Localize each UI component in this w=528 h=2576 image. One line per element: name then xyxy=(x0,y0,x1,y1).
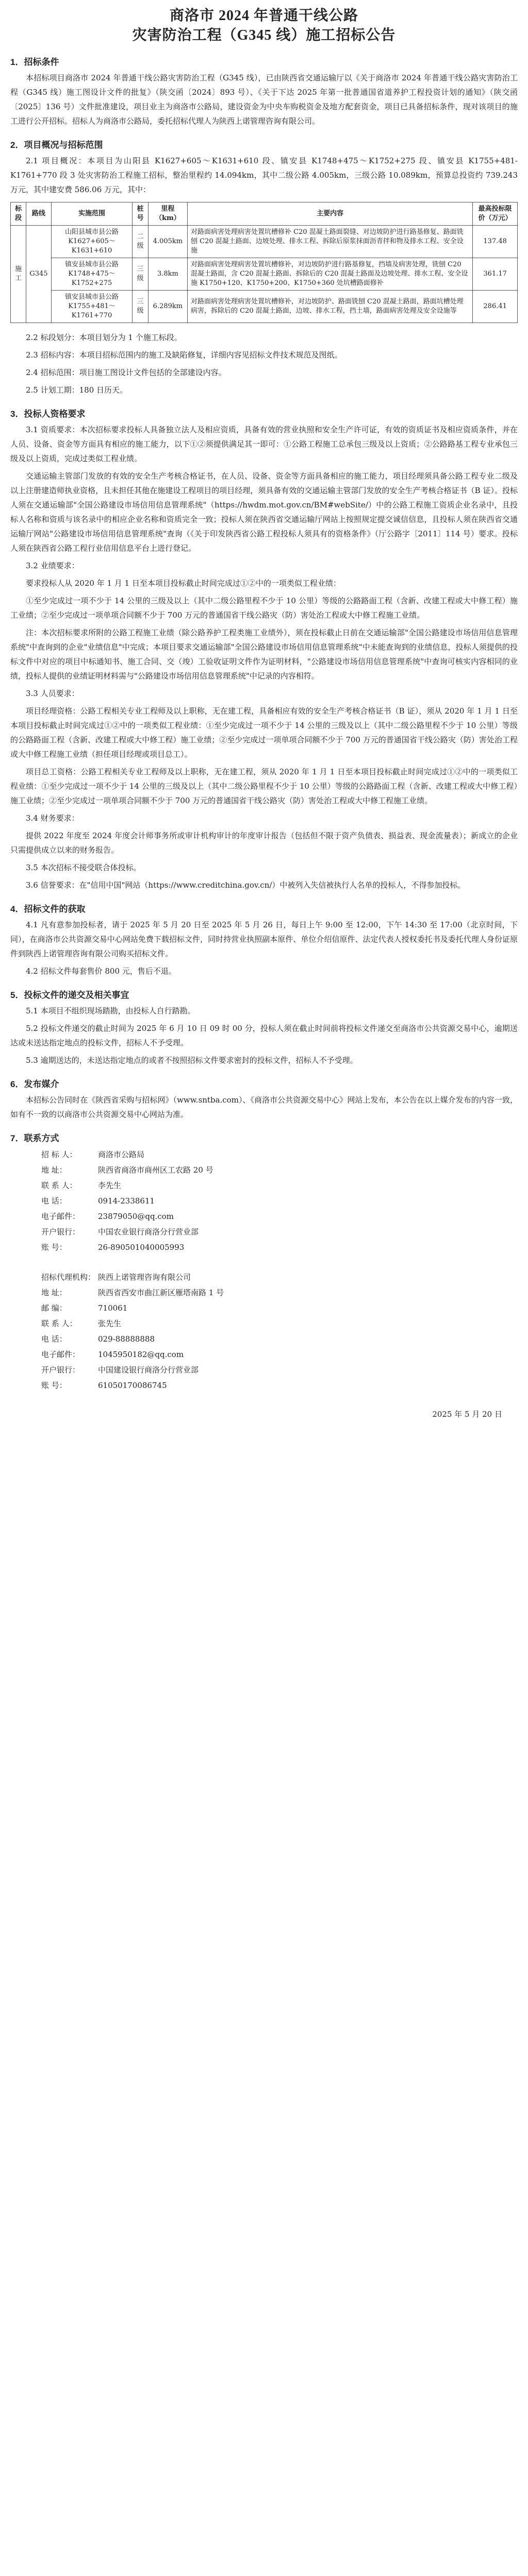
contact-value: 中国农业银行商洛分行营业部 xyxy=(98,1227,199,1236)
section-5-deadline: 5.2 投标文件递交的截止时间为 2025 年 6 月 10 日 09 时 00 分，投标人须在截止时间前将投标文件递交至商洛市公共资源交易中心，逾期送达或未送达指定地点的投标文件，招标人不予受理。 xyxy=(10,1024,518,1047)
contact-row xyxy=(41,1347,518,1362)
section-3-heading: 3．投标人资格要求 xyxy=(10,409,86,419)
contact-row xyxy=(41,1285,518,1300)
contact-row xyxy=(41,1178,518,1193)
table-cell: 3.8km xyxy=(148,258,187,291)
section-5-paragraph: 5.3 逾期送达的，未送达指定地点的或者不按照招标文件要求密封的投标文件，招标人不予受理。 xyxy=(26,1056,358,1065)
contact-row xyxy=(41,1300,518,1316)
table-cell-section: 施工 xyxy=(11,226,26,323)
table-cell: 6.289km xyxy=(148,291,187,323)
contact-row xyxy=(41,1224,518,1240)
contact-value: 61050170086745 xyxy=(98,1381,167,1390)
section-7-heading: 7．联系方式 xyxy=(10,1133,59,1143)
contact-label: 电 话： xyxy=(41,1196,67,1206)
table-cell: 对路面病害处理病害处置坑槽修补，对边坡防护进行路基修复，挡墙及病害处理，铣刨 C20 混凝土路面，含 C20 混凝土路面、拆除后的 C20 混凝土路面及边坡处理、排水工程、安全设施 K1750+120、K1750+200、K1750+360 处坑槽路面修补 xyxy=(187,258,472,291)
contact-label: 招标代理机构： xyxy=(41,1273,96,1282)
contact-row xyxy=(41,1147,518,1162)
contact-row xyxy=(41,1316,518,1331)
contact-label: 电子邮件： xyxy=(41,1350,80,1359)
section-2-overview: 2.1 项目概况：本项目为山阳县 K1627+605～K1631+610 段、镇安县 K1748+475～K1752+275 段、镇安县 K1755+481-K1761+770 段 3 处灾害防治工程施工招标，整治里程约 14.094km，其中二级公路 4.005km，三级公路 10.089km，预算总投资约 739.243 万元，其中建安费 586.06 万元，其中： xyxy=(10,156,518,194)
section-3-project-manager: 项目经理资格：公路工程相关专业工程师及以上职称，无在建工程，具备相应有效的安全生产考核合格证书（B 证），须从 2020 年 1 月 1 日至本项目投标截止时间完成过①②中的一项类似工程业绩：①至少完成过一项不少于 14 公里的三级及以上（其中二级公路里程不少于 10 公里）等级的公路路面工程（含新、改建工程或大中修工程）施工业绩；②至少完成过一项单项合同额不少于 700 万元的普通国省干线公路灾（防）害处治工程或大中修工程施工业绩（担任项目经理或项目总工）。 xyxy=(10,706,518,759)
contact-value: 陕西省西安市曲江新区雁塔南路 1 号 xyxy=(98,1288,224,1297)
contact-row xyxy=(41,1331,518,1347)
contact-value: 029-88888888 xyxy=(98,1334,155,1344)
section-4-price: 4.2 招标文件每套售价 800 元，售后不退。 xyxy=(26,967,176,976)
contact-row xyxy=(41,1240,518,1255)
section-3-performance-title: 3.2 业绩要求： xyxy=(26,561,79,570)
contact-label: 招 标 人： xyxy=(41,1150,77,1159)
page-title xyxy=(10,6,518,45)
section-3-personnel-title: 3.3 人员要求： xyxy=(26,689,79,698)
table-cell: 361.17 xyxy=(473,258,518,291)
contact-row xyxy=(41,1162,518,1178)
table-cell: 三级 xyxy=(133,291,148,323)
contact-label: 账 号： xyxy=(41,1243,67,1252)
contact-row xyxy=(41,1209,518,1224)
table-header: 主要内容 xyxy=(187,202,472,226)
contact-value: 26-890501040005993 xyxy=(98,1243,185,1252)
table-cell: 对路面病害处理病害处置坑槽修补，对边坡防护、路面铣刨 C20 混凝土路面，路面坑槽处理病害，拆除后的 C20 混凝土路面，边坡、排水工程，挡土墙，路面病害处理及安全设施等 xyxy=(187,291,472,323)
agent-contact-block xyxy=(41,1269,518,1393)
table-row xyxy=(11,258,518,291)
announcement-date: 2025 年 5 月 20 日 xyxy=(432,1410,502,1419)
section-2-heading: 2．项目概况与招标范围 xyxy=(10,140,103,150)
table-cell: 286.41 xyxy=(473,291,518,323)
contact-value: 张先生 xyxy=(98,1319,122,1328)
contact-value: 李先生 xyxy=(98,1181,122,1190)
section-1-heading: 1．招标条件 xyxy=(10,57,59,67)
contact-value: 陕西省商洛市商州区工农路 20 号 xyxy=(98,1165,213,1175)
contact-label: 电 话： xyxy=(41,1334,67,1344)
section-2-content: 2.3 招标内容：本项目招标范围内的施工及缺陷修复，详细内容见招标文件技术规范及图纸。 xyxy=(26,350,342,360)
table-cell-route: G345 xyxy=(26,226,51,323)
title-line-2: 灾害防治工程（G345 线）施工招标公告 xyxy=(132,27,396,43)
table-header: 实施范围 xyxy=(51,202,133,226)
contact-row xyxy=(41,1269,518,1285)
section-3-credit: 3.6 信誉要求：在"信用中国"网站（https://www.creditchina.gov.cn/）中被列入失信被执行人名单的投标人，不得参加投标。 xyxy=(26,880,466,890)
table-cell: 二级 xyxy=(133,226,148,258)
contact-value: 中国建设银行商洛分行营业部 xyxy=(98,1365,199,1375)
section-3-chief-engineer: 项目总工资格：公路工程相关专业工程师及以上职称，无在建工程，须从 2020 年 1 月 1 日至本项目投标截止时间完成过①②中的一项类似工程业绩：①至少完成过一项不少于 14 公里的三级及以上（其中二级公路里程不少于 10 公里）等级的公路路面工程（含新、改建工程或大中修工程）施工业绩；②至少完成过一项单项合同额不少于 700 万元的普通国省干线公路灾（防）害处治工程或大中修工程施工业绩。 xyxy=(10,767,518,805)
section-5-paragraph: 5.1 本项目不组织现场踏勘，由投标人自行踏勘。 xyxy=(26,1006,195,1015)
table-cell: 镇安县城市县公路 K1755+481～K1761+770 xyxy=(51,291,133,323)
section-6-paragraph: 本招标公告同时在《陕西省采购与招标网》（www.sntba.com）、《商洛市公共资源交易中心》网站上发布，本公告在以上媒介发布的内容一致，如有不一致的以商洛市公共资源交易中心网站为准。 xyxy=(10,1095,518,1119)
section-3-paragraph: 交通运输主管部门发放的有效的安全生产考核合格证书，在人员、设备、资金等方面具备相应的施工能力，项目经理须具备公路工程专业二级及以上注册建造师执业资格，且未担任其他在施建设工程项目的项目经理，须具备有效的交通运输主管部门发放的安全生产考核合格证书（B 证）。投标人须在交通运输部"全国公路建设市场信用信息管理系统"（https://hwdm.mot.gov.cn/BM#webSite/）中的公路工程施工资质企业名录中，且投标人名称和资质与该名录中的相应企业名称和资质完全一致；投标人须在陕西省交通运输厅网站上按照规定提交诚信信息，且投标人须在陕西省交通运输厅网站"公路建设市场信用信息管理系统"查询（《关于印发陕西省公路工程投标人须具有的资格条件》（厅公路字〔2011〕114 号）要求。投标人须在陕西省公路工程行业信用信息平台上进行登记。 xyxy=(10,471,518,553)
contact-value: 0914-2338611 xyxy=(98,1196,155,1206)
contact-label: 地 址： xyxy=(41,1165,67,1175)
table-cell: 镇安县城市县公路 K1748+475～K1752+275 xyxy=(51,258,133,291)
section-2-division: 2.2 标段划分：本项目划分为 1 个施工标段。 xyxy=(26,333,182,342)
table-header: 路线 xyxy=(26,202,51,226)
section-4-heading: 4．招标文件的获取 xyxy=(10,904,86,914)
contact-value: 710061 xyxy=(98,1303,128,1313)
section-3-qualification: 3.1 资质要求：本次招标要求投标人具备独立法人及相应资质，具备有效的营业执照和安全生产许可证，有效的资质证书及相应资质条件，并在人员、设备、资金等方面具有相应的施工能力，以下①②须提供满足其一即可：①公路工程施工总承包三级及以上资质；②公路路基工程专业承包三级及以上资质，完成过类似工程业绩。 xyxy=(10,425,518,463)
contact-value: 商洛市公路局 xyxy=(98,1150,145,1159)
contact-value: 1045950182@qq.com xyxy=(98,1350,184,1359)
section-3-consortium: 3.5 本次招标不接受联合体投标。 xyxy=(26,863,141,872)
section-2-scope: 2.4 招标范围：项目施工图设计文件包括的全部建设内容。 xyxy=(26,368,226,377)
table-cell: 三级 xyxy=(133,258,148,291)
table-cell: 对路面病害处理病害处置坑槽修补 C20 混凝土路面裂缝、对边坡防护进行路基修复、路面铣刨 C20 混凝土路面、边坡处理、排水工程、拆除后原浆抹面沥青拌和物及排水工程、安全设施 xyxy=(187,226,472,258)
contact-label: 联 系 人： xyxy=(41,1319,77,1328)
table-row xyxy=(11,226,518,258)
table-header: 里程（km） xyxy=(148,202,187,226)
table-header: 桩号 xyxy=(133,202,148,226)
contact-row xyxy=(41,1193,518,1209)
contact-label: 账 号： xyxy=(41,1381,67,1390)
table-cell: 137.48 xyxy=(473,226,518,258)
contact-value: 23879050@qq.com xyxy=(98,1212,174,1221)
contact-label: 联 系 人： xyxy=(41,1181,77,1190)
section-4-paragraph: 4.1 凡有意参加投标者，请于 2025 年 5 月 20 日至 2025 年 5 月 26 日，每日上午 9:00 至 12:00，下午 14:30 至 17:00（北京时间，下同），在商洛市公共资源交易中心网站免费下载招标文件，同时持营业执照副本原件、单位介绍信原件、法定代表人授权委托书及委托代理人身份证原件到陕西上诺管理咨询有限公司购买招标文件。 xyxy=(10,920,518,958)
table-header: 最高投标限价（万元） xyxy=(473,202,518,226)
contact-label: 开户银行： xyxy=(41,1365,80,1375)
section-3-note: 注：本次招标要求所附的公路工程施工业绩（除公路养护工程类施工业绩外），须在投标截止日前在交通运输部"全国公路建设市场信用信息管理系统"中查询到的企业"业绩信息"中完成；本项目要求交通运输部"全国公路建设市场信用信息管理系统"中未能查询到的业绩信息，投标人须提供的投标文件中对应的项目中标通知书、施工合同、交（竣）工验收证明文件作为证明材料，"公路建设市场信用信息管理系统"中查询可核实内容相同的业绩，投标人提供的业绩证明材料需与"公路建设市场信用信息管理系统"中记录的内容相符。 xyxy=(10,628,518,681)
owner-contact-block xyxy=(41,1147,518,1255)
contact-row xyxy=(41,1378,518,1393)
bid-sections-table xyxy=(10,202,518,323)
section-5-heading: 5．投标文件的递交及相关事宜 xyxy=(10,990,129,1000)
section-3-paragraph: 要求投标人从 2020 年 1 月 1 日至本项目投标截止时间完成过①②中的一项类似工程业绩： xyxy=(26,579,341,588)
section-2-duration: 2.5 计划工期：180 日历天。 xyxy=(26,385,128,395)
table-cell: 4.005km xyxy=(148,226,187,258)
table-cell: 山阳县城市县公路 K1627+605～K1631+610 xyxy=(51,226,133,258)
section-3-finance: 提供 2022 年度至 2024 年度会计师事务所或审计机构审计的年度审计报告（包括但不限于资产负债表、损益表、现金流量表）；新成立的企业只需提供成立以来的财务报告。 xyxy=(10,831,518,855)
contact-label: 开户银行： xyxy=(41,1227,80,1236)
title-line-1: 商洛市 2024 年普通干线公路 xyxy=(169,8,358,24)
contact-value: 陕西上诺管理咨询有限公司 xyxy=(98,1273,191,1282)
contact-row xyxy=(41,1362,518,1378)
section-3-finance-title: 3.4 财务要求： xyxy=(26,814,79,823)
table-header: 标段 xyxy=(11,202,26,226)
contact-label: 地 址： xyxy=(41,1288,67,1297)
section-6-heading: 6．发布媒介 xyxy=(10,1079,59,1089)
section-1-paragraph: 本招标项目商洛市 2024 年普通干线公路灾害防治工程（G345 线），已由陕西省交通运输厅以《关于商洛市 2024 年普通干线公路灾害防治工程（G345 线）施工图设计文件的批复》（陕交函〔2024〕893 号）、《关于下达 2025 年第一批普通国省道养护工程投资计划的通知》（陕交函〔2025〕136 号）文件批准建设，项目业主为商洛市公路局，建设资金为中央车购税资金及地方配套资金，项目已具备招标条件，现对该项目的施工进行公开招标。招标人为商洛市公路局，委托招标代理人为陕西上诺管理咨询有限公司。 xyxy=(10,73,518,126)
contact-label: 电子邮件： xyxy=(41,1212,80,1221)
contact-label: 邮 编： xyxy=(41,1303,67,1313)
table-row xyxy=(11,291,518,323)
section-3-paragraph: ①至少完成过一项不少于 14 公里的三级及以上（其中二级公路里程不少于 10 公里）等级的公路路面工程（含新、改建工程或大中修工程）施工业绩；②至少完成过一项单项合同额不少于 700 万元的普通国省干线公路灾（防）害处治工程或大中修工程施工业绩。 xyxy=(10,596,518,620)
